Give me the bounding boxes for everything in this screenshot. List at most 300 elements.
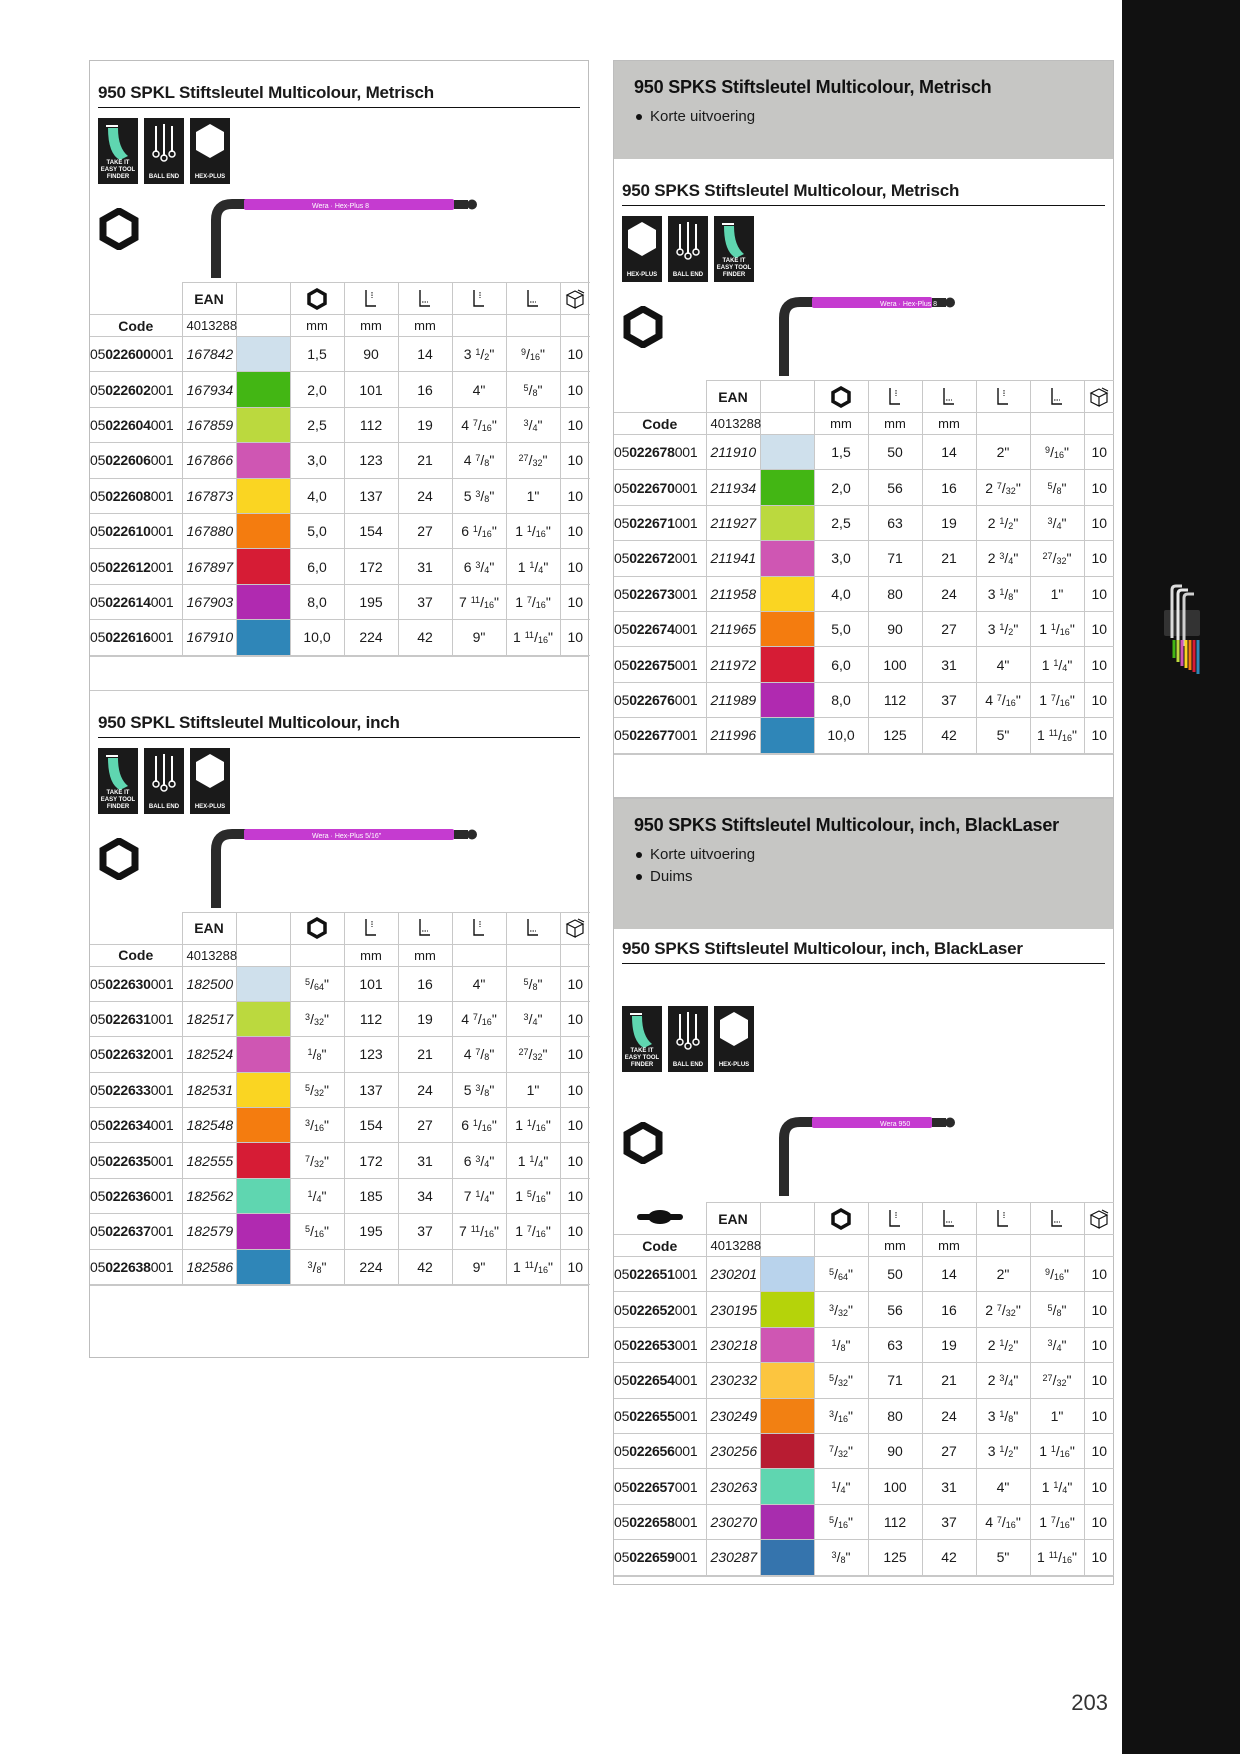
cell-size: 10,0	[290, 620, 344, 655]
article-code	[90, 1001, 182, 1036]
code-suffix: 001	[674, 585, 698, 602]
cell-size: $^5/_{32}$"	[814, 1363, 868, 1398]
cell-l2: 31	[398, 1143, 452, 1178]
cell-l1-in: 4 $^7/_8$"	[452, 443, 506, 478]
table-row	[614, 1327, 1114, 1362]
ean-code: 167934	[182, 372, 236, 407]
code-main: 022631	[105, 1011, 151, 1028]
ean-code: 182548	[182, 1108, 236, 1143]
badge-ball-end	[668, 1006, 708, 1072]
package-icon	[564, 917, 586, 939]
header-hex-size	[290, 912, 344, 944]
hex-plus-icon	[190, 748, 230, 796]
cell-qty: 10	[560, 1108, 590, 1143]
cell-l2-in: 1 $^7/_{16}$"	[506, 1214, 560, 1249]
badge-hex-plus	[622, 216, 662, 282]
header-code-symbol	[614, 381, 706, 413]
cell-size: $^5/_{32}$"	[290, 1072, 344, 1107]
cell-qty: 10	[560, 1249, 590, 1284]
cell-l1: 172	[344, 1143, 398, 1178]
hex-key-image	[770, 1116, 960, 1196]
cell-l1: 172	[344, 549, 398, 584]
header-unit	[1084, 1235, 1114, 1257]
code-main: 022632	[105, 1046, 151, 1063]
tool-image	[90, 814, 588, 912]
cell-l1: 112	[344, 407, 398, 442]
article-code	[614, 1257, 706, 1292]
header-unit	[976, 1235, 1030, 1257]
header-ean-prefix: 4013288	[706, 413, 760, 435]
ean-code: 230201	[706, 1257, 760, 1292]
cell-l2-in: $^9/_{16}$"	[1030, 435, 1084, 470]
header-unit	[506, 944, 560, 966]
table-row	[614, 505, 1114, 540]
cell-l1-in: 4 $^7/_{16}$"	[976, 1504, 1030, 1539]
cell-qty: 10	[560, 1214, 590, 1249]
panel-header	[614, 61, 1113, 159]
cell-l1: 101	[344, 372, 398, 407]
cell-l2: 42	[922, 1540, 976, 1575]
ean-code: 230270	[706, 1504, 760, 1539]
cell-l1: 112	[868, 1504, 922, 1539]
colour-swatch	[236, 966, 290, 1001]
code-main: 022610	[105, 523, 151, 540]
cell-l1: 123	[344, 443, 398, 478]
code-suffix: 001	[674, 691, 698, 708]
hex-size-icon	[306, 288, 328, 310]
code-main: 022630	[105, 975, 151, 992]
hex-profile-icon	[98, 838, 140, 880]
cell-size: 4,0	[290, 478, 344, 513]
header-unit: mm	[290, 315, 344, 337]
cell-l1: 112	[868, 682, 922, 717]
hex-plus-icon	[622, 216, 662, 264]
header-colour-unit	[760, 1235, 814, 1257]
code-prefix: 05	[90, 1011, 106, 1028]
cell-l1-in: 5"	[976, 718, 1030, 753]
code-suffix: 001	[674, 479, 698, 496]
length-long-inch-icon	[468, 917, 490, 939]
code-prefix: 05	[614, 585, 630, 602]
header-unit	[1030, 1235, 1084, 1257]
colour-swatch	[760, 682, 814, 717]
code-main: 022633	[105, 1081, 151, 1098]
take-it-easy-icon	[622, 1006, 662, 1054]
cell-l2: 27	[922, 611, 976, 646]
cell-l2-in: 1"	[506, 478, 560, 513]
header-unit: mm	[922, 1235, 976, 1257]
code-main: 022634	[105, 1117, 151, 1134]
hex-plus-icon	[190, 118, 230, 166]
header-length-long	[344, 283, 398, 315]
colour-swatch	[760, 647, 814, 682]
code-main: 022658	[629, 1513, 675, 1530]
cell-l1-in: 2"	[976, 1257, 1030, 1292]
cell-l1: 71	[868, 1363, 922, 1398]
code-prefix: 05	[90, 593, 106, 610]
code-prefix: 05	[90, 1152, 106, 1169]
cell-l2-in: 1 $^1/_{16}$"	[1030, 1433, 1084, 1468]
cell-l1-in: 7 $^{11}/_{16}$"	[452, 1214, 506, 1249]
colour-swatch	[760, 1469, 814, 1504]
badge-label: HEX-PLUS	[194, 803, 226, 810]
badge-label: TAKE IT EASY TOOL FINDER	[624, 1048, 660, 1068]
code-suffix: 001	[150, 629, 174, 646]
header-unit	[452, 944, 506, 966]
code-main: 022612	[105, 558, 151, 575]
article-code	[90, 1072, 182, 1107]
ball-end-icon	[144, 748, 184, 796]
cell-l1-in: 4 $^7/_{16}$"	[976, 682, 1030, 717]
cell-size: 1,5	[814, 435, 868, 470]
right-bottom-panel	[613, 798, 1114, 1585]
badge-label: BALL END	[672, 272, 704, 278]
code-prefix: 05	[614, 1549, 630, 1566]
colour-swatch	[236, 407, 290, 442]
table-header-row	[90, 912, 590, 944]
cell-qty: 10	[560, 407, 590, 442]
header-unit: mm	[922, 413, 976, 435]
cell-qty: 10	[1084, 1257, 1114, 1292]
cell-l1: 195	[344, 1214, 398, 1249]
colour-swatch	[760, 1504, 814, 1539]
code-prefix: 05	[614, 1301, 630, 1318]
ean-code: 211972	[706, 647, 760, 682]
code-suffix: 001	[674, 1513, 698, 1530]
length-long-inch-icon	[992, 386, 1014, 408]
bullet-item: Duims	[634, 866, 1093, 888]
colour-swatch	[236, 1178, 290, 1213]
code-main: 022604	[105, 416, 151, 433]
cell-l1: 195	[344, 584, 398, 619]
cell-l2: 24	[398, 1072, 452, 1107]
package-icon	[1088, 386, 1110, 408]
cell-size: 8,0	[814, 682, 868, 717]
cell-l2: 19	[398, 407, 452, 442]
cell-qty: 10	[1084, 1469, 1114, 1504]
code-suffix: 001	[150, 523, 174, 540]
table-row	[614, 718, 1114, 753]
cell-l1: 50	[868, 435, 922, 470]
cell-size: 5,0	[290, 513, 344, 548]
cell-l2-in: 1 $^7/_{16}$"	[506, 584, 560, 619]
code-suffix: 001	[150, 1258, 174, 1275]
section-spacer	[90, 1285, 588, 1319]
length-long-icon	[360, 917, 382, 939]
cell-l1-in: 4"	[976, 647, 1030, 682]
page-number: 203	[1071, 1690, 1108, 1715]
code-suffix: 001	[150, 975, 174, 992]
code-prefix: 05	[614, 479, 630, 496]
header-ean-prefix: 4013288	[182, 315, 236, 337]
panel-header	[614, 799, 1113, 929]
cell-qty: 10	[1084, 1398, 1114, 1433]
table-row	[614, 435, 1114, 470]
bullet-list	[634, 844, 1093, 888]
header-unit	[1084, 413, 1114, 435]
cell-l2-in: $^{27}/_{32}$"	[506, 1037, 560, 1072]
ean-code: 211934	[706, 470, 760, 505]
cell-size: 1,5	[290, 337, 344, 372]
header-length-short-inch	[506, 283, 560, 315]
header-hex-size	[814, 381, 868, 413]
code-suffix: 001	[674, 1372, 698, 1389]
article-code	[614, 1292, 706, 1327]
cell-l2: 24	[922, 576, 976, 611]
cell-l2: 34	[398, 1178, 452, 1213]
length-long-inch-icon	[992, 1208, 1014, 1230]
colour-swatch	[236, 443, 290, 478]
cell-l1-in: 6 $^3/_4$"	[452, 549, 506, 584]
table-row	[90, 372, 590, 407]
cell-qty: 10	[560, 620, 590, 655]
cell-l1-in: 4"	[452, 966, 506, 1001]
article-code	[614, 1398, 706, 1433]
cell-size: 6,0	[290, 549, 344, 584]
code-suffix: 001	[150, 1117, 174, 1134]
bullet-list	[634, 106, 1093, 128]
code-prefix: 05	[90, 416, 106, 433]
spec-table	[614, 1202, 1114, 1576]
ean-code: 182586	[182, 1249, 236, 1284]
cell-l1: 123	[344, 1037, 398, 1072]
bullet-item: Korte uitvoering	[634, 844, 1093, 866]
ean-code: 182500	[182, 966, 236, 1001]
header-code-symbol	[90, 912, 182, 944]
cell-size: 3,0	[814, 541, 868, 576]
cell-l1-in: 9"	[452, 1249, 506, 1284]
ean-code: 211989	[706, 682, 760, 717]
code-suffix: 001	[674, 1266, 698, 1283]
length-long-icon	[360, 288, 382, 310]
cell-size: $^3/_8$"	[814, 1540, 868, 1575]
code-main: 022616	[105, 629, 151, 646]
section-title: 950 SPKS Stiftsleutel Multicolour, inch, BlackLaser	[622, 939, 1105, 964]
cell-size: $^3/_{32}$"	[814, 1292, 868, 1327]
blister-icon	[635, 1210, 685, 1224]
header-package	[560, 283, 590, 315]
cell-size: 10,0	[814, 718, 868, 753]
cell-qty: 10	[560, 513, 590, 548]
cell-l2-in: 1 $^1/_{16}$"	[506, 1108, 560, 1143]
header-length-short	[398, 283, 452, 315]
header-unit	[1030, 413, 1084, 435]
article-code	[90, 584, 182, 619]
package-icon	[564, 288, 586, 310]
header-length-long-inch	[976, 1203, 1030, 1235]
article-code	[90, 337, 182, 372]
code-main: 022675	[629, 656, 675, 673]
cell-l2-in: $^3/_4$"	[1030, 1327, 1084, 1362]
length-short-inch-icon	[522, 917, 544, 939]
hex-key-image	[202, 828, 482, 908]
section-spacer	[90, 656, 588, 690]
sidebar	[1122, 0, 1240, 1754]
spec-table	[90, 282, 590, 656]
article-code	[90, 513, 182, 548]
code-main: 022673	[629, 585, 675, 602]
code-prefix: 05	[90, 558, 106, 575]
table-row	[614, 647, 1114, 682]
code-prefix: 05	[614, 1266, 630, 1283]
colour-swatch	[236, 1108, 290, 1143]
table-row	[90, 1143, 590, 1178]
code-prefix: 05	[90, 1046, 106, 1063]
code-suffix: 001	[150, 381, 174, 398]
ean-code: 167910	[182, 620, 236, 655]
cell-l1: 100	[868, 1469, 922, 1504]
badge-label: BALL END	[672, 1062, 704, 1068]
badge-label: TAKE IT EASY TOOL FINDER	[100, 789, 136, 810]
table-row	[90, 584, 590, 619]
tool-image	[90, 184, 588, 282]
header-colour	[760, 381, 814, 413]
cell-l1-in: 2 $^3/_4$"	[976, 541, 1030, 576]
article-code	[90, 1108, 182, 1143]
cell-l2-in: 1 $^1/_{16}$"	[506, 513, 560, 548]
cell-l1: 100	[868, 647, 922, 682]
article-code	[614, 1327, 706, 1362]
badge-label: TAKE IT EASY TOOL FINDER	[100, 160, 136, 180]
code-suffix: 001	[150, 1081, 174, 1098]
cell-l1-in: 4 $^7/_8$"	[452, 1037, 506, 1072]
table-row	[90, 1249, 590, 1284]
length-short-icon	[414, 917, 436, 939]
cell-l2: 37	[922, 1504, 976, 1539]
code-main: 022655	[629, 1407, 675, 1424]
hex-key-image	[770, 296, 960, 376]
cell-l2: 27	[922, 1433, 976, 1468]
colour-swatch	[760, 718, 814, 753]
cell-l1-in: 4 $^7/_{16}$"	[452, 407, 506, 442]
table-row	[90, 513, 590, 548]
cell-l2: 14	[922, 1257, 976, 1292]
code-suffix: 001	[150, 1046, 174, 1063]
article-code	[614, 1540, 706, 1575]
take-it-easy-icon	[98, 118, 138, 166]
code-main: 022635	[105, 1152, 151, 1169]
article-code	[614, 505, 706, 540]
cell-l2-in: $^{27}/_{32}$"	[506, 443, 560, 478]
code-main: 022638	[105, 1258, 151, 1275]
cell-qty: 10	[1084, 576, 1114, 611]
cell-l2: 16	[398, 372, 452, 407]
header-length-long	[868, 381, 922, 413]
badge-ball-end	[144, 748, 184, 814]
ean-code: 230263	[706, 1469, 760, 1504]
ean-code: 230249	[706, 1398, 760, 1433]
cell-l2-in: $^5/_8$"	[506, 966, 560, 1001]
cell-l2: 42	[398, 1249, 452, 1284]
cell-qty: 10	[1084, 541, 1114, 576]
take-it-easy-icon	[98, 748, 138, 796]
cell-l1-in: 5 $^3/_8$"	[452, 1072, 506, 1107]
ean-code: 167903	[182, 584, 236, 619]
cell-qty: 10	[1084, 1327, 1114, 1362]
cell-l2: 37	[398, 584, 452, 619]
table-row	[90, 549, 590, 584]
code-prefix: 05	[90, 1081, 106, 1098]
code-prefix: 05	[614, 1443, 630, 1460]
cell-l1-in: 2 $^3/_4$"	[976, 1363, 1030, 1398]
cell-qty: 10	[1084, 1292, 1114, 1327]
header-unit	[452, 315, 506, 337]
code-main: 022672	[629, 550, 675, 567]
table-row	[90, 1072, 590, 1107]
cell-size: $^7/_{32}$"	[814, 1433, 868, 1468]
colour-swatch	[236, 1214, 290, 1249]
section-title: 950 SPKS Stiftsleutel Multicolour, Metrisch	[622, 181, 1105, 206]
cell-l2: 24	[922, 1398, 976, 1433]
cell-l1-in: 2 $^7/_{32}$"	[976, 470, 1030, 505]
code-prefix: 05	[614, 1513, 630, 1530]
ean-code: 211958	[706, 576, 760, 611]
hex-profile-icon	[98, 208, 140, 250]
article-code	[90, 1178, 182, 1213]
cell-size: $^5/_{16}$"	[290, 1214, 344, 1249]
article-code	[90, 1214, 182, 1249]
left-panel	[89, 60, 589, 1358]
cell-qty: 10	[560, 478, 590, 513]
ean-code: 167842	[182, 337, 236, 372]
code-suffix: 001	[674, 621, 698, 638]
colour-swatch	[760, 1540, 814, 1575]
code-prefix: 05	[90, 452, 106, 469]
ean-code: 182531	[182, 1072, 236, 1107]
article-code	[614, 1504, 706, 1539]
cell-l1: 101	[344, 966, 398, 1001]
ean-code: 182524	[182, 1037, 236, 1072]
header-length-long-inch	[452, 283, 506, 315]
header-package	[560, 912, 590, 944]
code-suffix: 001	[150, 416, 174, 433]
cell-size: 2,0	[290, 372, 344, 407]
table-row	[90, 620, 590, 655]
feature-badges	[98, 118, 588, 184]
cell-l2: 21	[398, 443, 452, 478]
cell-l2-in: $^9/_{16}$"	[506, 337, 560, 372]
cell-qty: 10	[1084, 611, 1114, 646]
ean-code: 211941	[706, 541, 760, 576]
spec-table	[90, 912, 590, 1286]
cell-l2-in: 1 $^1/_4$"	[506, 549, 560, 584]
cell-l1-in: 6 $^3/_4$"	[452, 1143, 506, 1178]
section-spacer	[614, 754, 1113, 780]
cell-size: $^3/_8$"	[290, 1249, 344, 1284]
cell-l1: 90	[868, 611, 922, 646]
code-main: 022674	[629, 621, 675, 638]
cell-size: $^5/_{64}$"	[290, 966, 344, 1001]
table-header-row	[614, 381, 1114, 413]
table-row	[614, 1363, 1114, 1398]
cell-qty: 10	[560, 443, 590, 478]
ean-code: 211927	[706, 505, 760, 540]
cell-size: 2,5	[814, 505, 868, 540]
header-length-short-inch	[1030, 1203, 1084, 1235]
table-row	[90, 478, 590, 513]
header-code-symbol	[90, 283, 182, 315]
cell-l2: 14	[398, 337, 452, 372]
table-subheader-row	[614, 413, 1114, 435]
header-unit	[560, 315, 590, 337]
badge-take-it-easy	[714, 216, 754, 282]
header-package	[1084, 1203, 1114, 1235]
header-ean-prefix: 4013288	[706, 1235, 760, 1257]
code-prefix: 05	[614, 656, 630, 673]
cell-qty: 10	[1084, 682, 1114, 717]
code-main: 022651	[629, 1266, 675, 1283]
length-long-inch-icon	[468, 288, 490, 310]
